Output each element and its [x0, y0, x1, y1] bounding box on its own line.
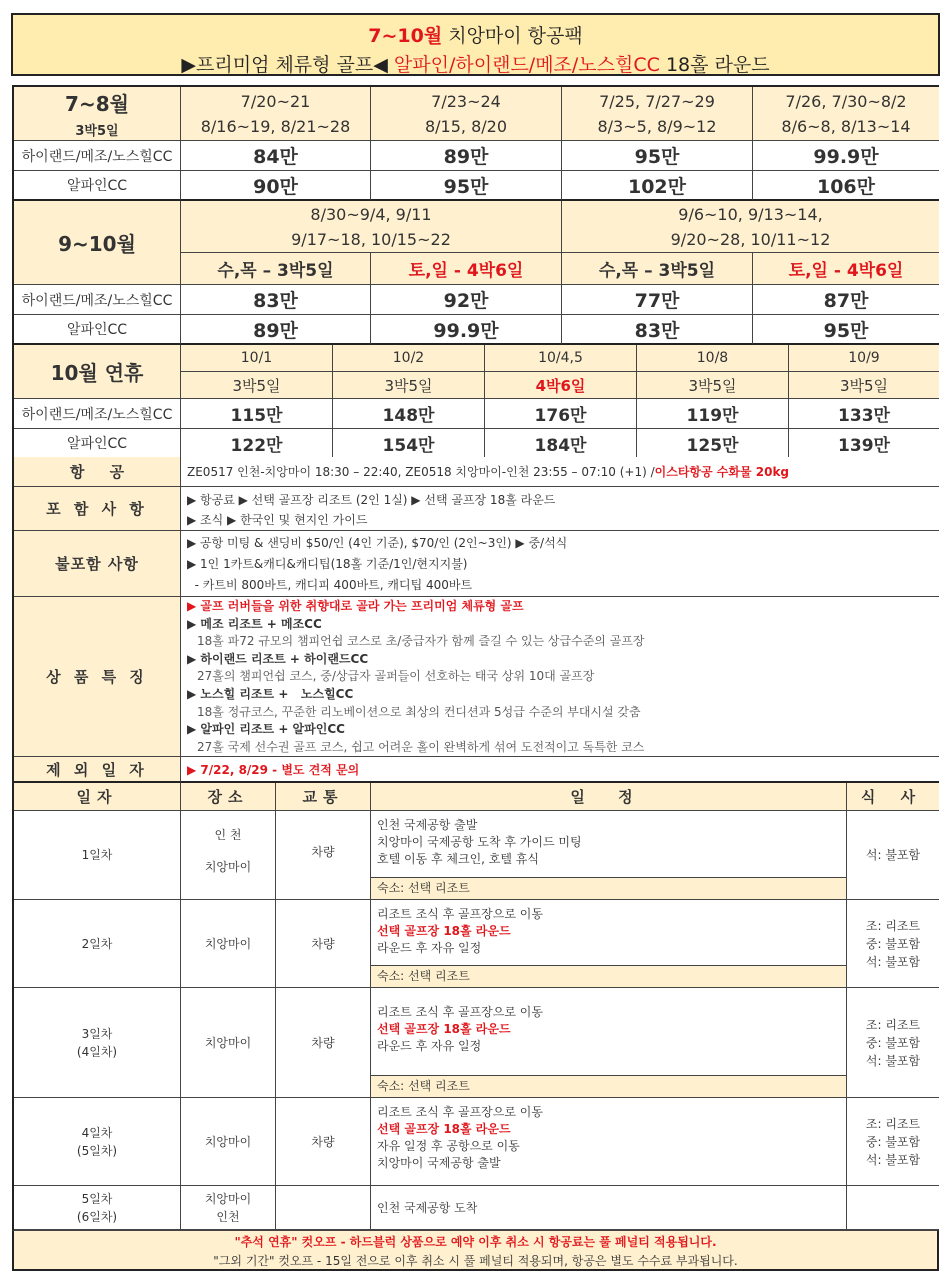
holiday-duration: 3박5일 — [637, 372, 789, 399]
meal: 석: 불포함 — [865, 1152, 921, 1167]
price-cell: 87만 — [753, 285, 939, 315]
feature-desc: 18홀 정규코스, 꾸준한 리노베이션으로 최상의 컨디션과 5성급 수준의 부대시설 갖춤 — [197, 704, 641, 719]
date-range: 8/30~9/4, 9/11 — [310, 204, 432, 224]
info-table — [12, 457, 939, 783]
period2-label: 9~10월 — [14, 201, 181, 285]
period2-group-header — [562, 201, 939, 253]
place-name: 치앙마이 — [204, 936, 252, 951]
period1-col-header — [181, 87, 371, 141]
schedule-cell — [371, 1186, 847, 1230]
transport-cell: 차량 — [276, 900, 371, 988]
price-cell: 89만 — [371, 141, 562, 171]
price-cell: 115만 — [181, 399, 333, 429]
meals-cell — [847, 811, 939, 900]
period2-subheader: 토,일 - 4박6일 — [371, 253, 562, 285]
meals-cell — [847, 900, 939, 988]
feature-desc: 18홀 파72 규모의 챔피언쉽 코스로 초/중급자가 함께 즐길 수 있는 상급수준의 골프장 — [197, 634, 645, 649]
excluded-line: ▶ 1인 1카트&캐디&캐디팁(18홀 기준/1인/현지지불) — [187, 557, 468, 571]
price-cell: 102만 — [562, 171, 753, 201]
day-cell — [14, 811, 181, 900]
date-range: 9/20~28, 10/11~12 — [670, 229, 831, 249]
price-cell: 84만 — [181, 141, 371, 171]
price-table — [12, 85, 939, 457]
schedule-line: 자유 일정 후 공항으로 이동 — [377, 1139, 520, 1153]
schedule-line: 라운드 후 자유 일정 — [377, 941, 482, 955]
meal: 조: 리조트 — [865, 1116, 921, 1131]
transport-cell: 차량 — [276, 811, 371, 900]
day-label: 5일차 — [81, 1191, 113, 1206]
meals-cell — [847, 1098, 939, 1186]
date-range: 9/17~18, 10/15~22 — [291, 229, 451, 249]
excluded-dates-text: ▶ 7/22, 8/29 - 별도 견적 문의 — [181, 757, 939, 783]
schedule-line: 치앙마이 국제공항 도착 후 가이드 미팅 — [377, 835, 582, 849]
excluded-dates-label: 제 외 일 자 — [14, 757, 181, 783]
price-cell: 90만 — [181, 171, 371, 201]
day-label: 3일차 — [81, 1026, 113, 1041]
meal: 석: 불포함 — [865, 954, 921, 969]
accommodation: 숙소: 선택 리조트 — [371, 1075, 846, 1097]
date-range: 7/26, 7/30~8/2 — [785, 91, 907, 111]
holiday-duration: 3박5일 — [789, 372, 939, 399]
course-label: 하이랜드/메조/노스힐CC — [14, 141, 181, 171]
price-cell: 125만 — [637, 429, 789, 459]
price-cell: 92만 — [371, 285, 562, 315]
title-round: 18홀 라운드 — [659, 54, 770, 76]
feature-title: ▶ 하이랜드 리조트 + 하이랜드CC — [187, 651, 369, 666]
place-cell — [181, 900, 276, 988]
place-name: 치앙마이 — [204, 1191, 252, 1206]
course-label: 하이랜드/메조/노스힐CC — [14, 399, 181, 429]
features-headline: ▶ 골프 러버들을 위한 취향대로 골라 가는 프리미엄 체류형 골프 — [187, 599, 524, 613]
title-tagline: ▶프리미엄 체류형 골프◀ — [181, 54, 394, 76]
day-label: 2일차 — [81, 936, 113, 951]
price-cell: 95만 — [753, 315, 939, 345]
day-cell — [14, 900, 181, 988]
excluded-label: 불포함 사항 — [14, 531, 181, 597]
title-line-1 — [13, 21, 938, 48]
place-cell — [181, 988, 276, 1098]
period1-col-header — [562, 87, 753, 141]
feature-title: ▶ 메조 리조트 + 메조CC — [187, 616, 322, 631]
feature-title: ▶ 알파인 리조트 + 알파인CC — [187, 722, 345, 737]
schedule-line: 호텔 이동 후 체크인, 호텔 휴식 — [377, 852, 539, 866]
place-cell — [181, 1186, 276, 1230]
general-cutoff-notice: "그외 기간" 컷오프 - 15일 전으로 이후 취소 시 풀 페널티 적용되며, 항공은 별도 수수료 부과됩니다. — [213, 1254, 738, 1268]
place-cell — [181, 1098, 276, 1186]
holiday-date: 10/2 — [333, 345, 485, 372]
date-range: 7/20~21 — [240, 91, 311, 111]
accommodation: 숙소: 선택 리조트 — [371, 965, 846, 987]
period1-label-cell — [14, 87, 181, 141]
price-cell: 176만 — [485, 399, 637, 429]
price-cell: 89만 — [181, 315, 371, 345]
period1-sublabel: 3박5일 — [75, 124, 119, 139]
itinerary-header-schedule: 일 정 — [371, 783, 847, 811]
date-range: 9/6~10, 9/13~14, — [678, 204, 823, 224]
price-cell: 119만 — [637, 399, 789, 429]
title-product: 치앙마이 항공팩 — [442, 25, 583, 47]
included-line: ▶ 항공료 ▶ 선택 골프장 리조트 (2인 1실) ▶ 선택 골프장 18홀 라운드 — [187, 493, 556, 507]
features-label: 상 품 특 징 — [14, 597, 181, 757]
schedule-line: 인천 국제공항 출발 — [377, 818, 478, 832]
period1-col-header — [753, 87, 939, 141]
period1-label: 7~8월 — [65, 92, 129, 116]
title-months: 7~10월 — [368, 25, 443, 47]
price-cell: 133만 — [789, 399, 939, 429]
meal: 중: 불포함 — [865, 1134, 921, 1149]
course-label: 알파인CC — [14, 171, 181, 201]
schedule-line-highlight: 선택 골프장 18홀 라운드 — [377, 1122, 511, 1136]
place-cell — [181, 811, 276, 900]
holiday-date: 10/8 — [637, 345, 789, 372]
schedule-line: 인천 국제공항 도착 — [377, 1201, 478, 1215]
price-cell: 95만 — [562, 141, 753, 171]
included-line: ▶ 조식 ▶ 한국인 및 현지인 가이드 — [187, 513, 368, 527]
date-range: 8/16~19, 8/21~28 — [200, 116, 351, 136]
price-cell: 154만 — [333, 429, 485, 459]
schedule-line: 치앙마이 국제공항 출발 — [377, 1156, 501, 1170]
price-cell: 83만 — [562, 315, 753, 345]
date-range: 8/6~8, 8/13~14 — [781, 116, 911, 136]
transport-cell — [276, 1186, 371, 1230]
day-cell — [14, 988, 181, 1098]
day-cell — [14, 1186, 181, 1230]
day-cell — [14, 1098, 181, 1186]
course-label: 하이랜드/메조/노스힐CC — [14, 285, 181, 315]
schedule-line-highlight: 선택 골프장 18홀 라운드 — [377, 924, 511, 938]
title-line-2 — [13, 50, 938, 77]
holiday-date: 10/1 — [181, 345, 333, 372]
price-cell: 184만 — [485, 429, 637, 459]
feature-desc: 27홀 국제 선수권 골프 코스, 쉽고 어려운 홀이 완벽하게 섞여 도전적이고 독특한 코스 — [197, 739, 645, 754]
place-name: 인 천 — [214, 828, 242, 842]
baggage-text: 이스타항공 수화물 20kg — [654, 465, 790, 479]
day-label-alt: (6일차) — [76, 1209, 118, 1224]
schedule-line-highlight: 선택 골프장 18홀 라운드 — [377, 1022, 511, 1036]
day-label-alt: (5일차) — [76, 1143, 118, 1158]
schedule-line: 라운드 후 자유 일정 — [377, 1039, 482, 1053]
period1-col-header — [371, 87, 562, 141]
price-cell: 106만 — [753, 171, 939, 201]
holiday-duration: 3박5일 — [181, 372, 333, 399]
feature-desc: 27홀의 챔피언쉽 코스, 중/상급자 골퍼들이 선호하는 태국 상위 10대 골프장 — [197, 669, 595, 684]
period2-subheader: 토,일 - 4박6일 — [753, 253, 939, 285]
meal: 석: 불포함 — [865, 848, 921, 862]
flight-info — [181, 457, 939, 487]
price-cell: 99.9만 — [753, 141, 939, 171]
holiday-duration: 3박5일 — [333, 372, 485, 399]
day-label-alt: (4일차) — [76, 1044, 118, 1059]
schedule-line: 리조트 조식 후 골프장으로 이동 — [377, 907, 543, 921]
included-list — [181, 487, 939, 531]
itinerary-header-place: 장소 — [181, 783, 276, 811]
meal: 중: 불포함 — [865, 1035, 921, 1050]
date-range: 8/15, 8/20 — [424, 116, 508, 136]
meals-cell — [847, 1186, 939, 1230]
schedule-cell — [371, 988, 847, 1098]
price-cell: 148만 — [333, 399, 485, 429]
period2-group-header — [181, 201, 562, 253]
period2-subheader: 수,목 – 3박5일 — [562, 253, 753, 285]
place-name: 치앙마이 — [204, 1035, 252, 1050]
course-label: 알파인CC — [14, 315, 181, 345]
excluded-list — [181, 531, 939, 597]
flight-label: 항 공 — [14, 457, 181, 487]
schedule-line: 리조트 조식 후 골프장으로 이동 — [377, 1005, 543, 1019]
meal: 중: 불포함 — [865, 936, 921, 951]
meals-cell — [847, 988, 939, 1098]
title-courses: 알파인/하이랜드/메조/노스힐CC — [393, 54, 660, 76]
day-label: 1일차 — [81, 848, 113, 862]
transport-cell: 차량 — [276, 988, 371, 1098]
holiday-date: 10/9 — [789, 345, 939, 372]
holiday-cutoff-notice: "추석 연휴" 컷오프 - 하드블럭 상품으로 예약 이후 취소 시 항공료는 풀 페널티 적용됩니다. — [234, 1235, 717, 1249]
price-cell: 122만 — [181, 429, 333, 459]
meal: 석: 불포함 — [865, 1053, 921, 1068]
price-cell: 139만 — [789, 429, 939, 459]
period3-label: 10월 연휴 — [14, 345, 181, 399]
included-label: 포 함 사 항 — [14, 487, 181, 531]
schedule-line: 리조트 조식 후 골프장으로 이동 — [377, 1105, 543, 1119]
holiday-date: 10/4,5 — [485, 345, 637, 372]
place-name: 치앙마이 — [204, 860, 252, 874]
price-cell: 83만 — [181, 285, 371, 315]
schedule-cell — [371, 1098, 847, 1186]
price-cell: 95만 — [371, 171, 562, 201]
place-name: 치앙마이 — [204, 1134, 252, 1149]
title-banner — [11, 13, 940, 76]
itinerary-header-day: 일자 — [14, 783, 181, 811]
excluded-line: - 카트비 800바트, 캐디피 400바트, 캐디팁 400바트 — [187, 578, 473, 592]
price-cell: 77만 — [562, 285, 753, 315]
date-range: 8/3~5, 8/9~12 — [597, 116, 717, 136]
transport-cell: 차량 — [276, 1098, 371, 1186]
meal: 조: 리조트 — [865, 918, 921, 933]
place-name: 인천 — [216, 1209, 240, 1224]
price-cell: 99.9만 — [371, 315, 562, 345]
flight-text: ZE0517 인천-치앙마이 18:30 – 22:40, ZE0518 치앙마이-인천 23:55 – 07:10 (+1) / — [187, 465, 655, 479]
date-range: 7/23~24 — [431, 91, 501, 111]
holiday-duration: 4박6일 — [485, 372, 637, 399]
meal: 조: 리조트 — [865, 1017, 921, 1032]
itinerary-table — [12, 783, 939, 1230]
date-range: 7/25, 7/27~29 — [599, 91, 715, 111]
accommodation: 숙소: 선택 리조트 — [371, 877, 846, 899]
schedule-cell — [371, 900, 847, 988]
itinerary-header-meals: 식 사 — [847, 783, 939, 811]
course-label: 알파인CC — [14, 429, 181, 459]
schedule-cell — [371, 811, 847, 900]
feature-title: ▶ 노스힐 리조트 + 노스힐CC — [187, 686, 354, 701]
features-list — [181, 597, 939, 757]
period2-subheader: 수,목 – 3박5일 — [181, 253, 371, 285]
itinerary-header-transport: 교통 — [276, 783, 371, 811]
excluded-line: ▶ 공항 미팅 & 샌딩비 $50/인 (4인 기준), $70/인 (2인~3인) ▶ 중/석식 — [187, 536, 568, 550]
day-label: 4일차 — [81, 1125, 113, 1140]
cancellation-notice — [12, 1230, 939, 1271]
